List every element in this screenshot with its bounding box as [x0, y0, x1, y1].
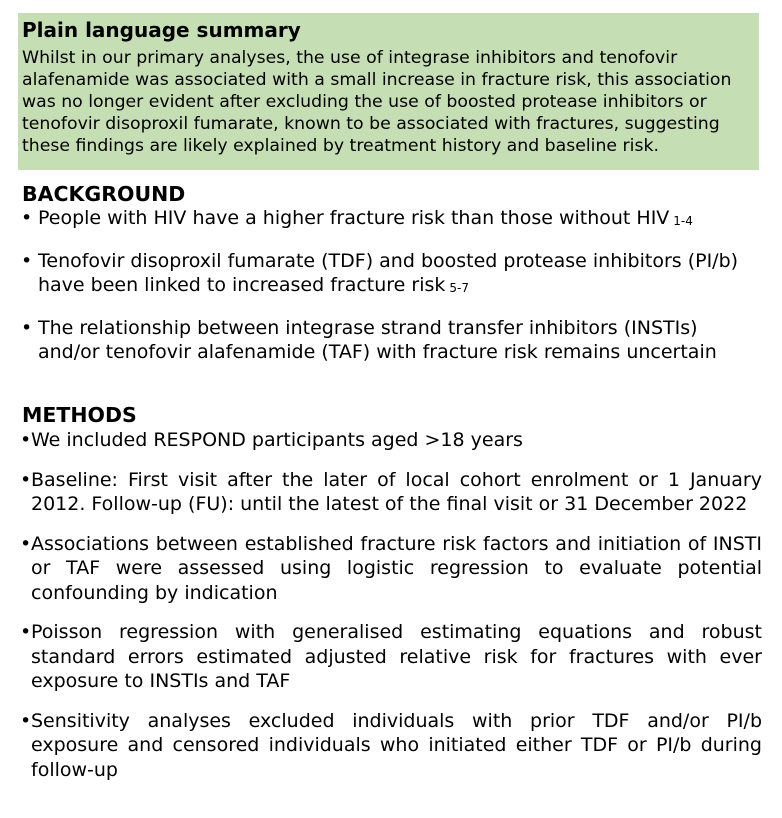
methods-item-text: We included RESPOND participants aged >18 years	[31, 429, 523, 451]
methods-item	[20, 532, 762, 606]
bullet-icon: •	[21, 316, 33, 339]
background-item	[20, 316, 765, 365]
bullet-icon: •	[20, 532, 32, 555]
methods-item-text: Poisson regression with generalised estimating equations and robust standard errors estimated adjusted relative risk for fractures with ever exposure to INSTIs and TAF	[31, 621, 762, 692]
bullet-icon: •	[20, 709, 32, 732]
reference-number: 1-4	[673, 214, 693, 228]
bullet-icon: •	[21, 207, 33, 229]
methods-heading: METHODS	[22, 403, 137, 427]
methods-item	[20, 709, 762, 783]
background-item-text: The relationship between integrase strand transfer inhibitors (INSTIs) and/or tenofovir alafenamide (TAF) with fracture risk remains uncertain	[38, 316, 717, 363]
methods-item	[20, 620, 762, 694]
methods-item-text: Associations between established fracture risk factors and initiation of INSTI or TAF were assessed using logistic regression to evaluate potential confounding by indication	[31, 532, 762, 604]
methods-item	[20, 468, 762, 517]
background-list	[20, 206, 765, 365]
methods-item-text: Baseline: First visit after the later of local cohort enrolment or 1 January 2012. Follow-up (FU): until the latest of the final visit or 31 December 2022	[31, 468, 762, 515]
bullet-icon: •	[21, 249, 33, 272]
background-item-text: Tenofovir disoproxil fumarate (TDF) and boosted protease inhibitors (PI/b) have been linked to increased fracture risk	[38, 249, 739, 296]
methods-list	[20, 428, 762, 782]
summary-text: Whilst in our primary analyses, the use of integrase inhibitors and tenofovir alafenamide was associated with a small increase in fracture risk, this association was no longer evident after excluding the use of boosted protease inhibitors or tenofovir disoproxil fumarate, known to be associated with fractures, suggesting these findings are likely explained by treatment history and baseline risk.	[22, 48, 732, 156]
background-item-text: People with HIV have a higher fracture risk than those without HIV	[38, 207, 670, 229]
bullet-icon: •	[20, 468, 32, 491]
methods-item	[20, 428, 762, 453]
background-item	[20, 249, 765, 301]
bullet-icon: •	[20, 621, 32, 643]
methods-item-text: Sensitivity analyses excluded individuals with prior TDF and/or PI/b exposure and censored individuals who initiated either TDF or PI/b during follow-up	[31, 709, 762, 781]
background-item	[20, 206, 765, 234]
summary-title: Plain language summary	[22, 18, 301, 42]
plain-language-summary-box	[18, 13, 759, 170]
bullet-icon: •	[20, 429, 32, 451]
reference-number: 5-7	[449, 281, 469, 295]
background-heading: BACKGROUND	[22, 182, 186, 206]
